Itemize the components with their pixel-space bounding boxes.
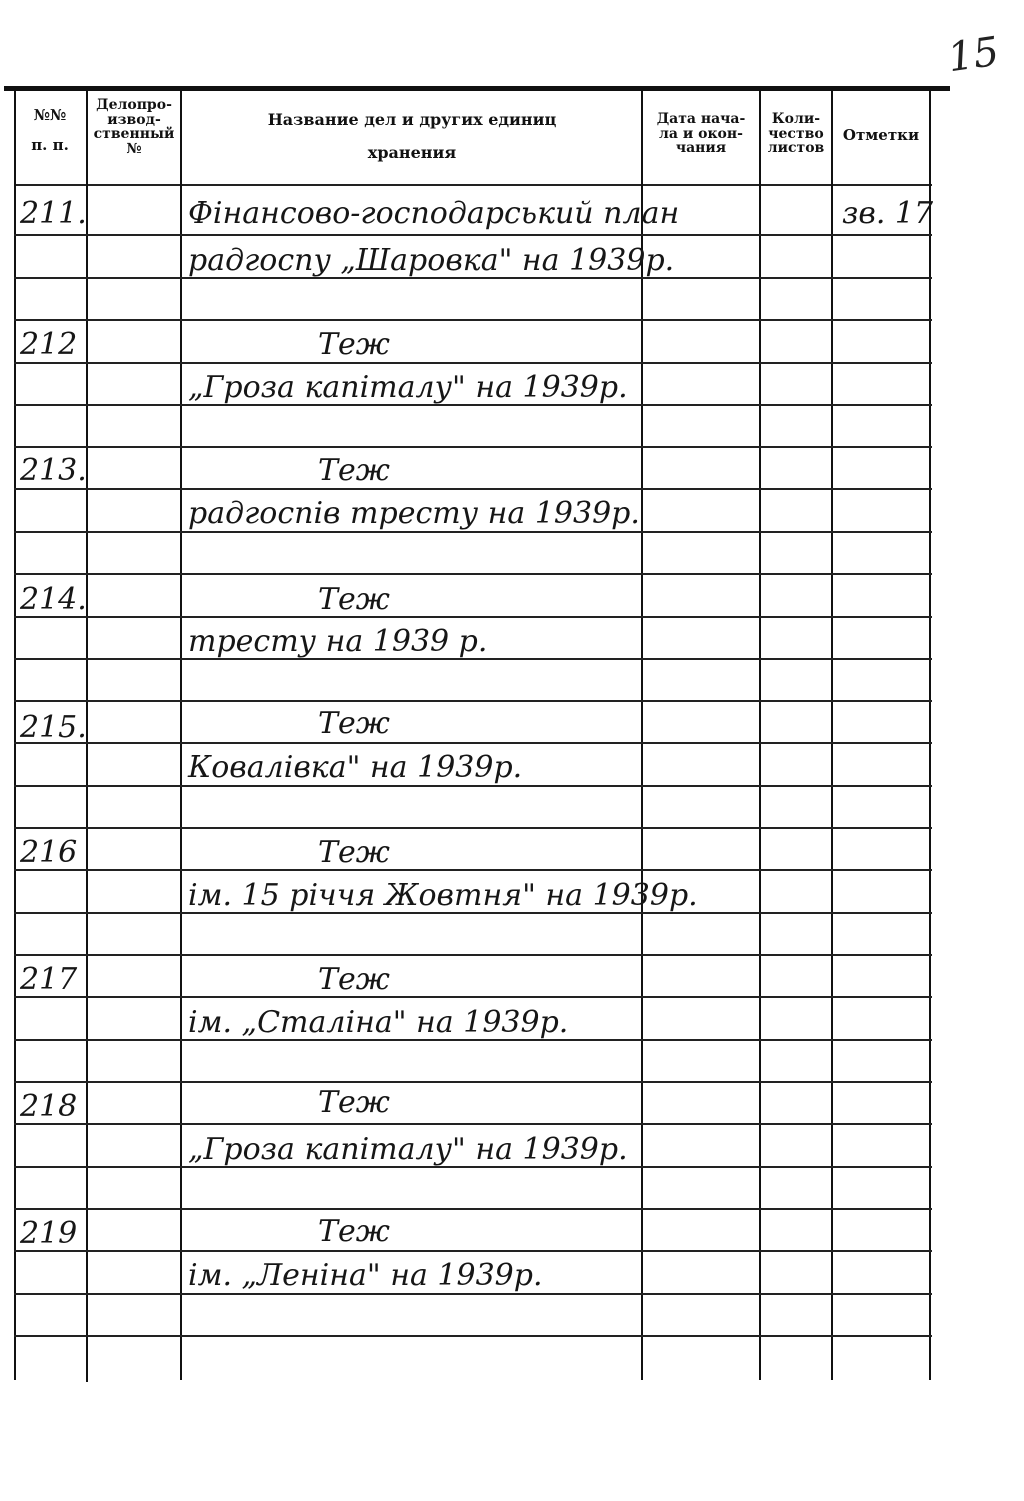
- row-rule: [14, 531, 932, 533]
- row-rule: [14, 742, 932, 744]
- entry-number: 214.: [20, 582, 87, 617]
- row-rule: [14, 362, 932, 364]
- entry-number: 219: [20, 1216, 78, 1251]
- entry-number: 213.: [20, 453, 87, 488]
- column-divider: [929, 90, 931, 1380]
- entry-number: 218: [20, 1089, 78, 1124]
- row-rule: [14, 869, 932, 871]
- column-divider: [759, 90, 761, 1380]
- entry-note: зв. 17: [842, 196, 934, 231]
- entry-title-line: Ковалівка" на 1939р.: [188, 750, 523, 785]
- header-office-number: Делопро- извод- ственный №: [93, 97, 175, 158]
- column-divider: [14, 90, 16, 1380]
- header-dates: Дата нача- ла и окон- чания: [656, 111, 746, 157]
- entry-title-line: ім. „Леніна" на 1939р.: [188, 1258, 543, 1293]
- row-rule: [14, 700, 932, 702]
- entry-title-line: тресту на 1939 р.: [188, 624, 488, 659]
- row-rule: [14, 234, 932, 236]
- row-rule: [14, 996, 932, 998]
- page-number: 15: [945, 28, 1002, 82]
- entry-title-line: ім. „Сталіна" на 1939р.: [188, 1005, 569, 1040]
- row-rule: [14, 1123, 932, 1125]
- header-item-number: №№ п. п.: [31, 106, 69, 154]
- entry-title-line: Теж: [318, 582, 390, 617]
- row-rule: [14, 573, 932, 575]
- column-divider: [831, 90, 833, 1380]
- entry-title-line: Теж: [318, 706, 390, 741]
- row-rule: [14, 1335, 932, 1337]
- table-top-rule: [4, 86, 950, 91]
- header-notes: Отметки: [842, 126, 920, 144]
- entry-number: 215.: [20, 710, 87, 745]
- row-rule: [14, 827, 932, 829]
- entry-title-line: радгоспу „Шаровка" на 1939р.: [188, 243, 675, 278]
- entry-title-line: Теж: [318, 1085, 390, 1120]
- entry-number: 212: [20, 327, 78, 362]
- entry-number: 217: [20, 962, 78, 997]
- entry-title-line: Теж: [318, 962, 390, 997]
- entry-title-line: Теж: [318, 453, 390, 488]
- entry-title-line: ім. 15 річчя Жовтня" на 1939р.: [188, 878, 698, 913]
- entry-title-line: Теж: [318, 1214, 390, 1249]
- header-bottom-rule: [14, 184, 932, 186]
- row-rule: [14, 616, 932, 618]
- entry-title-line: Теж: [318, 835, 390, 870]
- row-rule: [14, 1081, 932, 1083]
- header-sheet-count: Коли- чество листов: [767, 111, 825, 157]
- row-rule: [14, 785, 932, 787]
- header-title: Название дел и других единиц хранения: [267, 110, 557, 162]
- row-rule: [14, 1293, 932, 1295]
- entry-title-line: „Гроза капіталу" на 1939р.: [188, 1132, 628, 1167]
- entry-title-line: Фінансово-господарський план: [188, 196, 680, 231]
- row-rule: [14, 954, 932, 956]
- entry-title-line: Теж: [318, 327, 390, 362]
- row-rule: [14, 319, 932, 321]
- row-rule: [14, 1208, 932, 1210]
- column-divider: [180, 90, 182, 1380]
- row-rule: [14, 446, 932, 448]
- entry-number: 216: [20, 835, 78, 870]
- entry-title-line: радгоспів тресту на 1939р.: [188, 496, 640, 531]
- entry-number: 211.: [20, 196, 87, 231]
- row-rule: [14, 1250, 932, 1252]
- row-rule: [14, 488, 932, 490]
- column-divider: [641, 90, 643, 1380]
- entry-title-line: „Гроза капіталу" на 1939р.: [188, 370, 628, 405]
